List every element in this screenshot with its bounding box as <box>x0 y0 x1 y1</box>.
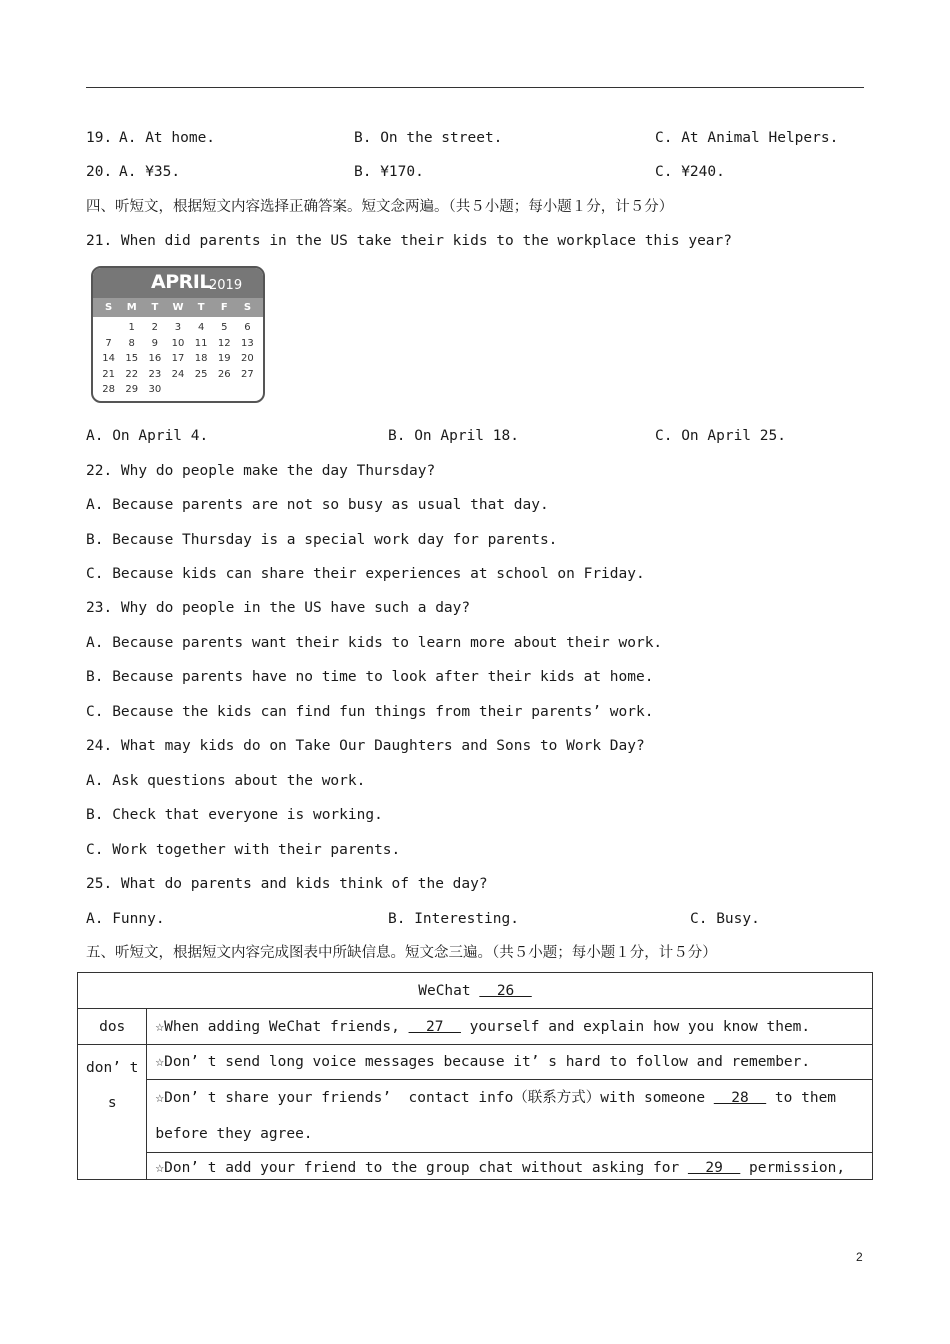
calendar-day: 3 <box>174 322 182 333</box>
calendar-week <box>97 351 259 367</box>
calendar-day: 30 <box>148 384 162 395</box>
q25-question: 25. What do parents and kids think of the day? <box>86 876 488 892</box>
calendar-day: 5 <box>221 322 228 333</box>
page-number: 2 <box>856 1250 863 1264</box>
calendar-day: 20 <box>241 353 254 364</box>
wechat-table <box>77 972 873 1180</box>
rule-text: ☆When adding WeChat friends, <box>155 1018 409 1035</box>
q20-option-c: C. ¥240. <box>655 164 725 180</box>
calendar-day: 23 <box>148 368 162 380</box>
q24-option-c: C. Work together with their parents. <box>86 842 401 858</box>
weekday-label: W <box>172 302 184 313</box>
q23-question: 23. Why do people in the US have such a day? <box>86 600 471 616</box>
donts-rule-3 <box>147 1153 873 1180</box>
calendar-day <box>213 382 236 398</box>
calendar-day: 1 <box>128 322 135 333</box>
q19-option-a: A. At home. <box>119 130 216 146</box>
q21-question: 21. When did parents in the US take their kids to the workplace this year? <box>86 233 733 249</box>
calendar-day: 19 <box>217 353 231 364</box>
q25-option-a: A. Funny. <box>86 911 165 927</box>
calendar-day: 8 <box>128 337 135 349</box>
q21-option-a: A. On April 4. <box>86 428 209 444</box>
calendar-day: 21 <box>102 368 115 380</box>
section-5-heading: 五、听短文，根据短文内容完成图表中所缺信息。短文念三遍。（共５小题；每小题１分，计５分） <box>86 945 717 961</box>
weekday-label: S <box>243 302 252 313</box>
calendar-month: APRIL <box>151 271 211 293</box>
rule-text: yourself and explain how you know them. <box>460 1018 811 1035</box>
q22-option-b: B. Because Thursday is a special work day for parents. <box>86 532 558 548</box>
donts-rule-2 <box>147 1080 873 1153</box>
calendar-day <box>190 382 213 398</box>
q23-option-c: C. Because the kids can find fun things from their parents’ work. <box>86 704 654 720</box>
calendar-days <box>93 317 263 398</box>
table-title: WeChat <box>418 982 471 999</box>
calendar-day: 18 <box>194 353 208 364</box>
q24-option-b: B. Check that everyone is working. <box>86 807 383 823</box>
q25-option-b: B. Interesting. <box>388 911 519 927</box>
weekday-label: T <box>151 302 159 313</box>
q24-question: 24. What may kids do on Take Our Daughters and Sons to Work Day? <box>86 738 645 754</box>
april-calendar <box>91 266 265 403</box>
q22-option-a: A. Because parents are not so busy as usual that day. <box>86 497 549 513</box>
calendar-day <box>166 382 189 398</box>
rule-text: to them <box>766 1090 837 1106</box>
q25-option-c: C. Busy. <box>690 911 760 927</box>
calendar-year: 2019 <box>209 278 243 293</box>
calendar-day: 4 <box>197 322 205 333</box>
calendar-week <box>97 336 259 352</box>
q21-option-b: B. On April 18. <box>388 428 519 444</box>
rule-text: permission, <box>740 1160 846 1176</box>
calendar-day: 13 <box>241 337 254 349</box>
calendar-day: 15 <box>125 353 139 364</box>
rule-text: ☆Don’ t share your friends’ contact info（联系方式）with someone <box>155 1090 714 1106</box>
q19-number: 19. <box>86 130 113 146</box>
calendar-day: 27 <box>241 368 254 380</box>
calendar-day: 9 <box>151 337 159 349</box>
calendar-day: 7 <box>105 337 112 349</box>
donts-label <box>78 1045 147 1180</box>
donts-label-line2: s <box>107 1095 117 1111</box>
calendar-week <box>97 382 259 398</box>
section-4-heading: 四、听短文，根据短文内容选择正确答案。短文念两遍。（共５小题；每小题１分，计５分） <box>86 199 674 215</box>
calendar-week <box>97 367 259 383</box>
header-rule <box>86 87 864 88</box>
q23-option-b: B. Because parents have no time to look after their kids at home. <box>86 669 654 685</box>
rule-text: before they agree. <box>155 1126 313 1142</box>
blank-27: 27 <box>408 1018 461 1035</box>
q20-number: 20. <box>86 164 113 180</box>
q19-option-b: B. On the street. <box>354 130 503 146</box>
calendar-day: 25 <box>194 368 208 380</box>
calendar-weekdays <box>93 298 263 317</box>
q22-option-c: C. Because kids can share their experiences at school on Friday. <box>86 566 645 582</box>
blank-26: 26 <box>479 982 532 999</box>
q20-option-a: A. ¥35. <box>119 164 181 180</box>
calendar-week <box>97 320 259 336</box>
calendar-day: 11 <box>194 337 208 349</box>
dos-rule-1 <box>147 1009 873 1045</box>
q23-option-a: A. Because parents want their kids to learn more about their work. <box>86 635 663 651</box>
q21-option-c: C. On April 25. <box>655 428 786 444</box>
weekday-label: T <box>197 302 205 313</box>
calendar-day: 28 <box>102 384 115 395</box>
weekday-label: M <box>126 302 137 313</box>
q22-question: 22. Why do people make the day Thursday? <box>86 463 436 479</box>
donts-label-line1: don’ t <box>86 1060 139 1076</box>
weekday-label: F <box>220 302 228 313</box>
calendar-day: 12 <box>217 337 231 349</box>
q24-option-a: A. Ask questions about the work. <box>86 773 366 789</box>
calendar-day: 16 <box>148 353 162 364</box>
calendar-day: 17 <box>171 353 185 364</box>
calendar-day: 24 <box>171 368 185 380</box>
calendar-day: 10 <box>171 337 185 349</box>
calendar-day <box>97 320 120 336</box>
q20-option-b: B. ¥170. <box>354 164 424 180</box>
calendar-day: 22 <box>125 368 139 380</box>
weekday-label: S <box>104 302 113 313</box>
calendar-day <box>236 382 259 398</box>
calendar-day: 6 <box>244 322 251 333</box>
blank-28: 28 <box>713 1090 767 1106</box>
table-title-cell <box>78 973 873 1009</box>
calendar-day: 26 <box>217 368 231 380</box>
calendar-day: 14 <box>102 353 115 364</box>
calendar-header <box>93 268 263 298</box>
donts-rule-1: ☆Don’ t send long voice messages because it’ s hard to follow and remember. <box>147 1045 873 1080</box>
rule-text: ☆Don’ t add your friend to the group chat without asking for <box>155 1160 688 1176</box>
calendar-day: 29 <box>125 384 139 395</box>
dos-label: dos <box>78 1009 147 1045</box>
q19-option-c: C. At Animal Helpers. <box>655 130 839 146</box>
calendar-day: 2 <box>151 322 159 333</box>
blank-29: 29 <box>687 1160 741 1176</box>
